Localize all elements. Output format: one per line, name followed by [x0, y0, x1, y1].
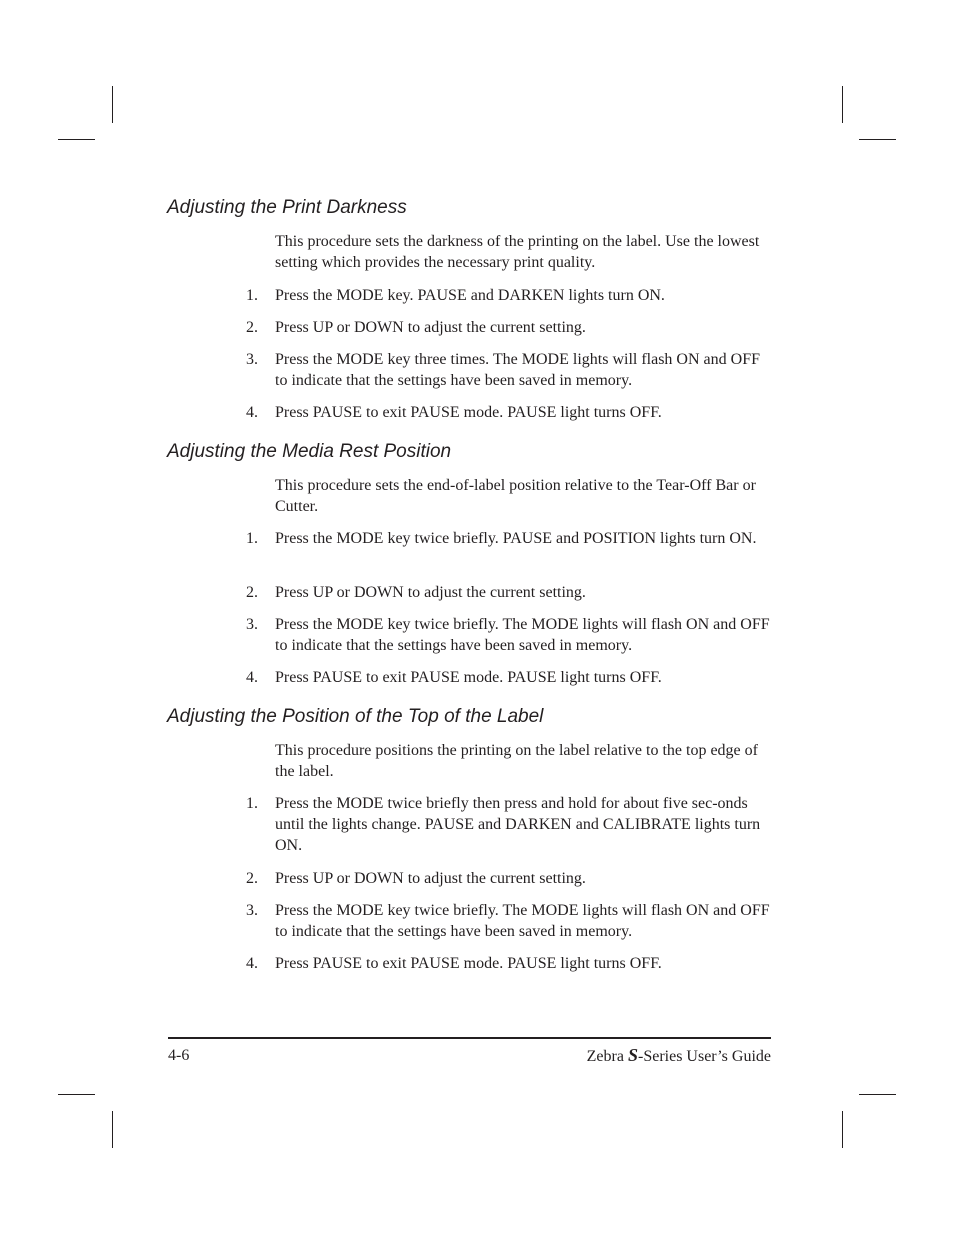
- step-item: [246, 614, 770, 656]
- step-item: [246, 953, 770, 974]
- section-heading-print-darkness: Adjusting the Print Darkness: [167, 197, 407, 218]
- step-number: 2.: [246, 870, 258, 887]
- step-number: 4.: [246, 669, 258, 686]
- step-text: Press PAUSE to exit PAUSE mode. PAUSE light turns OFF.: [275, 955, 662, 972]
- section-heading-media-rest-position: Adjusting the Media Rest Position: [167, 441, 452, 462]
- step-item: [246, 793, 770, 856]
- crop-mark-top-right-horizontal: [859, 139, 896, 140]
- crop-mark-top-right-vertical: [842, 86, 843, 123]
- step-number: 1.: [246, 287, 258, 304]
- step-item: [246, 402, 770, 423]
- section-intro: This procedure positions the printing on the label relative to the top edge of the label.: [275, 742, 758, 780]
- crop-mark-bottom-right-horizontal: [859, 1094, 896, 1095]
- section-heading-top-of-label: Adjusting the Position of the Top of the Label: [167, 706, 544, 727]
- step-number: 3.: [246, 351, 258, 368]
- step-text: Press the MODE key three times. The MODE lights will flash ON and OFF to indicate that the settings have been saved in memory.: [275, 351, 760, 389]
- step-text: Press PAUSE to exit PAUSE mode. PAUSE light turns OFF.: [275, 404, 662, 421]
- step-item: [246, 868, 770, 889]
- footer-title-prefix: Zebra: [586, 1048, 628, 1065]
- step-text: Press PAUSE to exit PAUSE mode. PAUSE light turns OFF.: [275, 669, 662, 686]
- step-number: 2.: [246, 319, 258, 336]
- footer-title-suffix: -Series User’s Guide: [637, 1048, 771, 1065]
- step-number: 1.: [246, 530, 258, 547]
- step-number: 4.: [246, 955, 258, 972]
- step-text: Press UP or DOWN to adjust the current setting.: [275, 870, 586, 887]
- footer-title-brand: S: [627, 1045, 638, 1065]
- step-item: [246, 349, 770, 391]
- step-text: Press the MODE key twice briefly. The MODE lights will flash ON and OFF to indicate that the settings have been saved in memory.: [275, 902, 770, 940]
- step-text: Press the MODE key twice briefly. PAUSE and POSITION lights turn ON.: [275, 530, 757, 547]
- crop-mark-top-left-vertical: [112, 86, 113, 123]
- page-number: 4-6: [168, 1047, 190, 1064]
- footer-guide-title: [587, 1045, 771, 1067]
- step-number: 4.: [246, 404, 258, 421]
- crop-mark-bottom-right-vertical: [842, 1111, 843, 1148]
- section-intro: This procedure sets the end-of-label position relative to the Tear-Off Bar or Cutter.: [275, 477, 756, 515]
- step-text: Press the MODE key. PAUSE and DARKEN lights turn ON.: [275, 287, 665, 304]
- step-item: [246, 667, 770, 688]
- step-item: [246, 582, 770, 603]
- step-text: Press UP or DOWN to adjust the current setting.: [275, 584, 586, 601]
- step-number: 1.: [246, 795, 258, 812]
- step-item: [246, 528, 770, 549]
- step-number: 3.: [246, 616, 258, 633]
- crop-mark-bottom-left-horizontal: [58, 1094, 95, 1095]
- step-number: 2.: [246, 584, 258, 601]
- step-item: [246, 285, 770, 306]
- footer-rule: [168, 1037, 771, 1039]
- step-number: 3.: [246, 902, 258, 919]
- crop-mark-top-left-horizontal: [58, 139, 95, 140]
- step-item: [246, 900, 770, 942]
- step-text: Press UP or DOWN to adjust the current setting.: [275, 319, 586, 336]
- crop-mark-bottom-left-vertical: [112, 1111, 113, 1148]
- step-text: Press the MODE twice briefly then press and hold for about five sec-onds until the lights change. PAUSE and DARKEN and CALIBRATE lights turn ON.: [275, 795, 761, 854]
- step-text: Press the MODE key twice briefly. The MODE lights will flash ON and OFF to indicate that the settings have been saved in memory.: [275, 616, 770, 654]
- section-intro: This procedure sets the darkness of the printing on the label. Use the lowest setting which provides the necessary print quality.: [275, 233, 760, 271]
- step-item: [246, 317, 770, 338]
